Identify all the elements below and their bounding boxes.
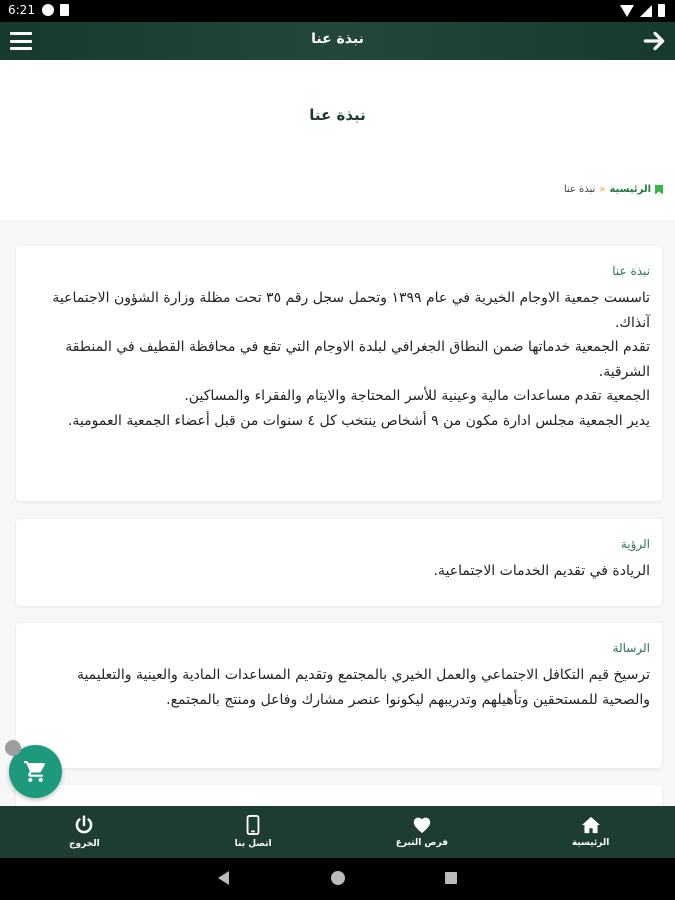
status-bar [0,0,675,22]
about-card-title: نبذة عنا [612,264,650,278]
about-paragraph: تقدم الجمعية خدماتها ضمن النطاق الجغرافي لبلدة الاوجام التي تقع في محافظة القطيف في المنطقة الشرقية. [65,339,650,380]
nav-home-label: الرئيسية [571,838,610,848]
mission-paragraph: ترسيخ قيم التكافل الاجتماعي والعمل الخيري بالمجتمع وتقديم المساعدات المادية والعينية والتعليمية والصحية للمستحقين وتأهيلهم وتدريبهم ليكونوا عنصر مشارك وفاعل ومنتج بالمجتمع. [76,667,650,708]
bottom-navigation [0,806,675,858]
cart-icon [23,759,48,784]
nav-home[interactable] [507,806,675,858]
nav-contact-label: اتصل بنا [234,839,272,849]
sd-card-icon [60,4,69,16]
nav-donate-label: فرص التبرع [395,838,449,848]
breadcrumb-current: نبذة عنا [563,184,596,195]
wifi-icon [620,5,634,17]
about-card [16,246,662,501]
app-bar-title: نبذة عنا [311,31,364,47]
system-back-icon[interactable] [218,871,229,885]
heart-icon [412,816,432,834]
breadcrumb [564,184,663,195]
mission-card-title: الرسالة [612,641,650,655]
status-time: 6:21 [8,3,35,17]
app-bar [0,22,675,60]
vision-card [16,519,662,606]
system-recents-icon[interactable] [445,872,457,884]
about-paragraph: تاسست جمعية الاوجام الخيرية في عام ١٣٩٩ وتحمل سجل رقم ٣٥ تحت مظلة وزارة الشؤون الاجتماعية آنذاك. [52,290,650,331]
nav-contact[interactable] [169,806,337,858]
mission-card [16,623,662,768]
page-title: نبذة عنا [309,106,366,124]
breadcrumb-home-link[interactable]: الرئيسية [609,184,651,195]
next-card [16,785,662,806]
arrow-right-icon[interactable] [641,28,667,54]
battery-icon [658,4,665,17]
breadcrumb-separator: » [599,184,606,195]
nav-logout[interactable] [0,806,168,858]
notification-icon [42,4,54,16]
vision-card-title: الرؤية [620,537,650,551]
mission-card-text [28,663,650,712]
vision-card-text [28,559,650,584]
cart-badge [5,740,21,756]
system-nav-bar [0,858,675,900]
power-icon [74,815,94,835]
nav-logout-label: الخروج [69,839,100,849]
bookmark-icon [655,185,663,195]
about-paragraph: يدير الجمعية مجلس ادارة مكون من ٩ أشخاص ينتخب كل ٤ سنوات من قبل أعضاء الجمعية العمومية. [67,412,650,429]
content-area[interactable] [0,60,675,806]
nav-donate[interactable] [338,806,506,858]
phone-icon [246,815,260,835]
home-icon [581,816,601,834]
system-home-icon[interactable] [331,871,345,885]
vision-paragraph: الريادة في تقديم الخدمات الاجتماعية. [433,563,650,579]
about-card-text [28,286,650,433]
signal-icon [640,5,652,17]
page-header [0,60,675,220]
about-paragraph: الجمعية تقدم مساعدات مالية وعينية للأسر المحتاجة والايتام والفقراء والمساكين. [184,388,650,404]
